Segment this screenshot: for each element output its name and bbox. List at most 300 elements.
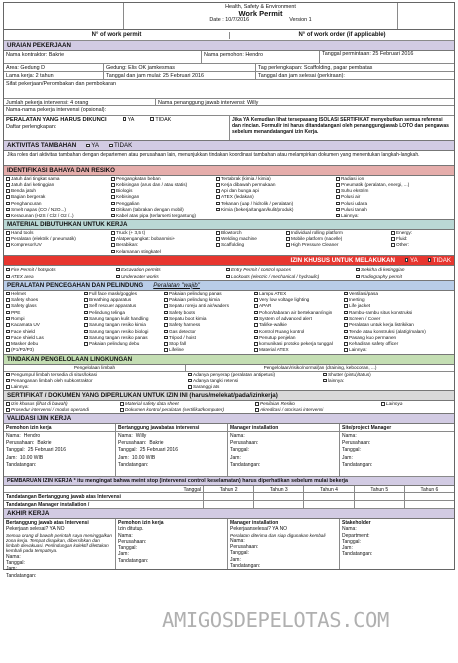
item-label: Truck (+ 3,5 t) xyxy=(116,230,146,236)
environment-checkbox[interactable] xyxy=(6,384,188,390)
checkbox-icon xyxy=(216,231,220,235)
checkbox-icon xyxy=(188,385,192,389)
checkbox-icon xyxy=(164,292,168,296)
end-work-line[interactable]: Pekerjaanselesai? YA NO xyxy=(230,526,288,533)
material-checkbox[interactable] xyxy=(286,249,391,255)
environment-checkbox[interactable] xyxy=(188,384,323,390)
renewal-signature-cell[interactable] xyxy=(355,493,405,500)
checkbox-icon xyxy=(356,268,360,272)
ppe-checkbox[interactable] xyxy=(254,347,344,353)
ppe-checkbox[interactable] xyxy=(344,347,452,353)
field-value: Hendro xyxy=(23,432,41,439)
renewal-col-header: Tahun 6 xyxy=(420,486,439,493)
work-nature-field[interactable]: Sifat pekerjaan/Perombakan dan pembokaran xyxy=(6,80,116,87)
item-label: Kehadiran safety officer xyxy=(349,341,399,347)
item-label: Entry Permit / control spaces xyxy=(231,266,291,272)
checkbox-icon xyxy=(286,231,290,235)
environment-checkbox[interactable] xyxy=(323,384,452,390)
item-label: Sarung tangan resiko biologi xyxy=(89,328,149,334)
validasi-field[interactable] xyxy=(230,440,337,447)
material-list xyxy=(4,230,454,256)
item-label: Safety shoes xyxy=(11,297,39,303)
checkbox-icon xyxy=(216,208,220,212)
end-work-line[interactable]: Tanggal: xyxy=(230,550,249,557)
aktivitas-yes-option[interactable] xyxy=(86,142,99,149)
item-label: Penanganan limbah oleh subkontraktor xyxy=(11,377,93,383)
ppe-checkbox[interactable] xyxy=(164,347,254,353)
item-label: ATEX (ledakan) xyxy=(221,194,254,200)
renewal-signature-cell[interactable] xyxy=(204,501,254,508)
item-label: Pakaian pelindung kimia xyxy=(169,297,220,303)
no-label: TIDAK xyxy=(155,116,172,123)
checkbox-icon xyxy=(336,177,340,181)
applicant-field[interactable]: Nama pemohon: Hendro xyxy=(202,51,320,63)
renewal-row xyxy=(4,493,454,501)
title-block xyxy=(124,3,398,29)
equipment-list-field[interactable]: Daftar perlengkapan: xyxy=(6,123,57,130)
equipment-tag-field[interactable]: Tag perlengkapan: Scaffolding, pagar pembatas xyxy=(258,64,373,71)
permit-checkbox[interactable] xyxy=(226,266,356,273)
end-work-line[interactable]: Tandatangan: xyxy=(342,551,373,558)
checkbox-icon xyxy=(6,373,10,377)
end-work-line[interactable]: Tanggal: xyxy=(6,560,25,567)
material-checkbox[interactable] xyxy=(111,249,216,255)
work-order-number[interactable]: N° of work order (if applicable) xyxy=(298,32,386,38)
item-label: Welding machine xyxy=(221,236,257,242)
checkbox-icon xyxy=(6,237,10,241)
pelindung-section-header xyxy=(4,281,454,291)
item-label: Adanya penyerap (peralatan antipetusi) xyxy=(193,371,276,377)
item-label: Lockouts (electric / mechanical / hydraulic) xyxy=(231,273,320,279)
checkbox-icon xyxy=(6,379,10,383)
checkbox-icon xyxy=(111,177,115,181)
validasi-field[interactable] xyxy=(230,455,337,462)
end-work-line[interactable]: Jam: xyxy=(6,566,17,573)
validasi-field[interactable] xyxy=(6,447,113,454)
validasi-field[interactable] xyxy=(6,433,113,440)
hazard-checkbox[interactable] xyxy=(6,213,111,219)
checkbox-icon xyxy=(188,373,192,377)
item-label: Kebisingan (arus dan / atau statis) xyxy=(116,182,188,188)
checkbox-icon xyxy=(336,195,340,199)
checkbox-icon xyxy=(344,342,348,346)
yes-label: YA xyxy=(127,116,135,123)
checkbox-icon xyxy=(111,231,115,235)
ppe-checkbox[interactable] xyxy=(84,347,164,353)
item-label: Pakaian pelindung debu xyxy=(89,341,140,347)
item-label: Radiasi ion xyxy=(341,176,365,181)
lingkungan-section-title: TINDAKAN PENGELOLAAN LINGKUNGAN xyxy=(4,355,454,365)
certificate-checkbox[interactable] xyxy=(381,407,452,413)
item-label: Lainnya: xyxy=(349,347,367,353)
checkbox-icon xyxy=(84,336,88,340)
item-label: Penutup penjelan xyxy=(259,334,296,340)
checkbox-icon xyxy=(336,189,340,193)
start-datetime-field[interactable]: Tanggal dan jam mulai: 25 Februari 2016 xyxy=(104,72,256,79)
renewal-signature-cell[interactable] xyxy=(254,493,304,500)
checkbox-icon xyxy=(150,117,154,121)
checkbox-icon xyxy=(84,304,88,308)
validasi-field[interactable] xyxy=(6,462,113,469)
item-label: Inerting xyxy=(349,297,365,303)
item-label: Self rescuer apparatus xyxy=(89,303,137,309)
checkbox-icon xyxy=(6,330,10,334)
checkbox-icon xyxy=(6,342,10,346)
item-label: Face shield xyxy=(11,328,35,334)
checkbox-icon xyxy=(6,336,10,340)
renewal-signature-cell[interactable] xyxy=(405,493,454,500)
end-work-line[interactable]: Tandatangan: xyxy=(6,572,37,579)
validasi-field[interactable] xyxy=(230,433,337,440)
checkbox-icon xyxy=(84,317,88,321)
end-work-line[interactable]: Jam: xyxy=(230,556,241,563)
renewal-row xyxy=(4,501,454,509)
field-label: Tandatangan: xyxy=(118,461,149,468)
item-label: Bagian bergerak xyxy=(11,194,46,200)
item-label: Adanya tangki retensi xyxy=(193,377,239,383)
permit-checkbox[interactable] xyxy=(6,266,116,273)
checkbox-icon xyxy=(6,208,10,212)
item-label: Peralatan (elektrik / pneumatik) xyxy=(11,236,76,242)
item-label: Jatuh dari tingkat sama xyxy=(11,176,60,181)
permit-checkbox[interactable] xyxy=(6,273,116,280)
checkbox-icon xyxy=(6,402,10,406)
item-label: Safety boots xyxy=(169,309,196,315)
izin-no-option[interactable] xyxy=(428,257,451,264)
field-label: Perusahaan: xyxy=(118,440,147,447)
certificate-checkbox[interactable] xyxy=(120,407,255,413)
end-work-line[interactable]: Izin ditutup. xyxy=(118,526,144,533)
item-label: Material safety data sheet xyxy=(125,401,179,407)
renewal-signature-cell[interactable] xyxy=(405,501,454,508)
checkbox-icon xyxy=(111,243,115,247)
validasi-field[interactable] xyxy=(118,462,225,469)
checkbox-icon xyxy=(84,292,88,296)
item-label: Smelt napas (CO / N2O...) xyxy=(11,206,66,212)
checkbox-icon xyxy=(344,330,348,334)
checkbox-icon xyxy=(226,268,230,272)
checkbox-icon xyxy=(84,298,88,302)
end-work-line[interactable]: Nama: xyxy=(342,526,357,533)
checkbox-icon xyxy=(111,202,115,206)
item-label: Breathing apparatus xyxy=(89,297,132,303)
material-checkbox[interactable] xyxy=(216,249,286,255)
permit-checkbox[interactable] xyxy=(226,273,356,280)
end-of-work-body xyxy=(4,519,454,579)
duration-field[interactable]: Lama kerja: 2 tahun xyxy=(4,72,104,79)
renewal-signature-cell[interactable] xyxy=(355,501,405,508)
end-work-line[interactable]: Nama: xyxy=(118,532,133,539)
item-label: Tekanan (uap / hidrolik / peralatan) xyxy=(221,200,294,206)
end-work-line[interactable]: Nama: xyxy=(230,537,245,544)
item-label: Pohon/tabaran air bertekanan/ingin xyxy=(259,309,333,315)
field-value: 10.00 WIB xyxy=(131,454,156,461)
item-label: Tende atau konstruksi (alat/g/malam) xyxy=(349,328,426,334)
end-work-column xyxy=(4,519,116,579)
checkbox-icon xyxy=(6,298,10,302)
checkbox-icon xyxy=(254,336,258,340)
validasi-field[interactable] xyxy=(230,447,337,454)
validasi-column xyxy=(4,432,116,476)
renewal-signature-cell[interactable] xyxy=(204,493,254,500)
renewal-signature-cell[interactable] xyxy=(304,493,354,500)
checkbox-icon xyxy=(116,275,120,279)
worker-count-field[interactable]: Jumlah pekerja intervensi: 4 orang xyxy=(4,99,156,105)
pembaruan-section-title: PEMBARUAN IZIN KERJA * itu mengingat bahwa meint stop (intervensi control keselamatan) harus diperhatikan sebelum mulai bekerja xyxy=(4,477,454,486)
item-label: Prosedur intervensi / modus operandi xyxy=(11,407,89,413)
checkbox-icon xyxy=(111,237,115,241)
field-label: Perusahaan: xyxy=(342,440,371,447)
item-label: Benda jatuh xyxy=(11,188,37,194)
validasi-col-applicant: Pemohon izin kerja xyxy=(4,424,116,431)
validasi-field[interactable] xyxy=(342,455,452,462)
item-label: Kontrol Ruang kontrol xyxy=(259,328,305,334)
permit-checkbox[interactable] xyxy=(116,273,226,280)
renewal-col-header: Tanggal xyxy=(4,486,204,492)
field-label: Jam: xyxy=(6,454,17,461)
field-label: Tanggal: xyxy=(230,447,249,454)
item-label: Blowtorch xyxy=(221,230,242,236)
checkbox-icon xyxy=(226,275,230,279)
work-permit-number[interactable]: N° of work permit xyxy=(4,32,230,39)
item-label: Masker debu xyxy=(11,341,39,347)
uraian-row-5 xyxy=(4,99,454,106)
checkbox-icon xyxy=(336,214,340,218)
checkbox-icon xyxy=(164,342,168,346)
end-work-line[interactable]: Tanggal: xyxy=(342,538,361,545)
end-work-line[interactable]: Department: xyxy=(342,532,370,539)
no-label: TIDAK xyxy=(114,142,133,149)
checkbox-icon xyxy=(164,330,168,334)
checkbox-icon xyxy=(6,311,10,315)
lockout-yes-option[interactable] xyxy=(123,117,135,124)
end-work-line[interactable]: Nama: xyxy=(6,553,21,560)
item-label: Individual rolling platform xyxy=(291,230,343,236)
hazard-checkbox[interactable] xyxy=(216,213,336,219)
item-label: High Pressure Cleaner xyxy=(291,242,339,248)
request-date-field[interactable]: Tanggal permintaan: 25 Februari 2016 xyxy=(322,50,414,57)
item-label: Full face mask/goggles xyxy=(89,290,137,296)
validasi-field[interactable] xyxy=(342,433,452,440)
item-label: Sepatu roreju anti air/waders xyxy=(169,303,229,309)
validasi-field[interactable] xyxy=(6,440,113,447)
uraian-row-3 xyxy=(4,72,454,80)
end-datetime-field[interactable]: Tanggal dan jam selesai (perkiraan): xyxy=(258,72,345,79)
item-label: Penghancuran xyxy=(11,200,42,206)
checkbox-icon xyxy=(84,330,88,334)
checkbox-icon xyxy=(6,268,10,272)
checkbox-icon xyxy=(6,304,10,308)
validasi-column xyxy=(116,432,228,476)
item-label: Very low voltage lighting xyxy=(259,297,310,303)
checkbox-icon xyxy=(164,348,168,352)
material-checkbox[interactable] xyxy=(6,249,111,255)
yes-label: YA xyxy=(409,256,418,264)
checkbox-icon xyxy=(216,183,220,187)
checkbox-icon xyxy=(216,202,220,206)
validasi-field[interactable] xyxy=(342,440,452,447)
permit-checkbox[interactable] xyxy=(116,266,226,273)
checkbox-icon xyxy=(391,237,395,241)
validasi-field[interactable] xyxy=(230,462,337,469)
end-work-line[interactable]: Tandatangan: xyxy=(118,557,149,564)
validasi-field[interactable] xyxy=(6,455,113,462)
aktivitas-title: AKTIVITAS TAMBAHAN xyxy=(7,142,77,149)
item-label: Radiography permit xyxy=(361,273,402,279)
end-work-line[interactable]: Jam: xyxy=(118,551,129,558)
aktivitas-no-option[interactable] xyxy=(109,142,132,149)
certificate-list xyxy=(4,401,454,414)
validasi-column xyxy=(228,432,340,476)
checkbox-icon xyxy=(111,195,115,199)
lockout-no-option[interactable] xyxy=(150,117,171,124)
checkbox-icon xyxy=(216,243,220,247)
building-field[interactable]: Gedung: Elis OK jamkesmas xyxy=(104,64,256,71)
item-label: Helmet xyxy=(11,290,26,296)
checkbox-icon xyxy=(6,202,10,206)
item-label: ATEX area xyxy=(11,273,34,279)
item-label: (P1/P2/P3) xyxy=(11,347,34,353)
renewal-signature-cell[interactable] xyxy=(304,501,354,508)
validasi-field[interactable] xyxy=(118,433,225,440)
validasi-field[interactable] xyxy=(118,455,225,462)
checkbox-icon xyxy=(323,373,327,377)
checkbox-icon xyxy=(6,243,10,247)
item-label: Pengangkatan beban xyxy=(116,176,161,181)
item-label: Fire Permit / hotspots xyxy=(11,266,56,272)
item-label: APAR xyxy=(259,303,272,309)
ppe-list xyxy=(4,291,454,355)
checkbox-icon xyxy=(6,317,10,321)
validasi-field[interactable] xyxy=(118,440,225,447)
checkbox-icon xyxy=(216,189,220,193)
mandatory-equipment-link[interactable]: Peralatan "wajib" xyxy=(153,281,200,289)
renewal-row-label: Tandatangan Bertanggung jawab atas Intervensi xyxy=(4,493,204,500)
checkbox-icon xyxy=(344,336,348,340)
page-title: Work Permit xyxy=(238,8,283,18)
checkbox-icon xyxy=(6,183,10,187)
validasi-col-responsible: Bertanggung jawabatas intervensi xyxy=(116,424,228,431)
izin-yes-option[interactable] xyxy=(405,257,418,264)
item-label: Izin khusus (lihat di bawah) xyxy=(11,401,68,407)
checkbox-icon xyxy=(216,237,220,241)
checkbox-icon xyxy=(111,208,115,212)
item-label: Biologis xyxy=(116,188,133,194)
item-label: Jatuh dari ketinggian xyxy=(11,182,55,188)
permit-checkbox[interactable] xyxy=(356,273,452,280)
item-label: Berabikan: xyxy=(116,242,139,248)
uraian-row-4 xyxy=(4,80,454,99)
permit-checkbox[interactable] xyxy=(356,266,452,273)
aktivitas-description: Jika roles dari aktivitas tambahan dengan departemen atau perusahaan lain, menunjukkan tindakan koordinasi tambahan atau melampirkan dokumen yang menentukan langkah-langkah. xyxy=(4,151,454,166)
checkbox-icon xyxy=(344,323,348,327)
item-label: Ventilasi/pasa xyxy=(349,290,378,296)
waste-subheader: Pengelolaan limbah xyxy=(4,365,186,371)
field-value: Willy xyxy=(135,432,147,439)
validasi-field[interactable] xyxy=(342,447,452,454)
item-label: Pengumpul limbah tersedia di situs/lokasi xyxy=(11,371,97,377)
end-work-line: Peralatan diterima dan siap digunakan kembali xyxy=(230,532,326,538)
contractor-field[interactable]: Nama kontraktor: Bakrie xyxy=(4,51,202,63)
responsible-name-field[interactable]: Nama penanggung jawab intervensi: Willy xyxy=(158,99,259,106)
material-checkbox[interactable] xyxy=(391,249,452,255)
item-label: Pulusi tanah xyxy=(341,206,367,212)
no-label: TIDAK xyxy=(432,256,451,264)
item-label: Life jacket xyxy=(349,303,371,309)
checkbox-icon xyxy=(405,258,409,262)
field-label: Tandatangan: xyxy=(342,461,373,468)
item-label: Hand tools xyxy=(11,230,34,236)
work-permit-form xyxy=(3,2,455,579)
checkbox-icon xyxy=(164,336,168,340)
field-value: 10.00 WIB xyxy=(19,454,44,461)
field-value: 25 Februari 2016 xyxy=(27,447,66,454)
end-work-line[interactable]: Tandatangan: xyxy=(230,563,261,570)
end-work-line[interactable]: Tanggal: xyxy=(118,545,137,552)
checkbox-icon xyxy=(391,231,395,235)
item-label: Polusi udara xyxy=(341,200,368,206)
checkbox-icon xyxy=(254,348,258,352)
form-version: Version 1 xyxy=(289,17,312,23)
item-label: System of advanced alert xyxy=(259,315,312,321)
end-work-line[interactable]: Perusahaan: xyxy=(118,538,147,545)
field-label: Tanggal: xyxy=(6,447,25,454)
item-label: Kabel atas pipa (terlarserti tergantung) xyxy=(116,212,196,218)
risk-subheader: Pengelolaan/risiko/normal(an (draining, kebocoran, ...) xyxy=(263,365,377,371)
item-label: Keracunan (H2S / Cl2 / O2 /..) xyxy=(11,212,74,218)
uraian-row-2 xyxy=(4,64,454,72)
validasi-headers xyxy=(4,424,454,432)
validasi-field[interactable] xyxy=(118,447,225,454)
item-label: Stop fall xyxy=(169,341,186,347)
renewal-signature-cell[interactable] xyxy=(254,501,304,508)
area-field[interactable]: Area: Gedung D xyxy=(4,64,104,71)
izin-section-header xyxy=(4,256,454,266)
renewal-col-header: Tahun 2 xyxy=(204,486,254,492)
renewal-header-row xyxy=(4,486,454,493)
end-work-line[interactable]: Perusahaan: xyxy=(230,544,259,551)
worker-names-field[interactable]: Nama-nama pekerja intervensi (opsional): xyxy=(6,106,107,113)
checkbox-icon xyxy=(6,275,10,279)
item-label: PPE xyxy=(11,309,21,315)
pelindung-title: PERALATAN PENCEGAHAN DAN PELINDUNG xyxy=(7,281,144,289)
end-work-col-header: Manager installation xyxy=(230,519,279,526)
checkbox-icon xyxy=(6,292,10,296)
field-label: Nama: xyxy=(230,432,245,439)
checkbox-icon xyxy=(123,117,127,121)
checkbox-icon xyxy=(164,298,168,302)
checkbox-icon xyxy=(6,177,10,181)
item-label: Pelindung telinga xyxy=(89,309,125,315)
end-work-line[interactable]: Jam: xyxy=(342,545,353,552)
field-label: Nama: xyxy=(342,432,357,439)
end-work-line[interactable]: Pekerjaan selesai? YA NO xyxy=(6,526,65,533)
end-work-col-header: Stakeholder xyxy=(342,519,371,526)
hazard-checkbox[interactable] xyxy=(336,213,452,219)
environment-list xyxy=(4,372,454,391)
hazard-checkbox[interactable] xyxy=(111,213,216,219)
item-label: Sarung tangan resiko kimia xyxy=(89,322,146,328)
checkbox-icon xyxy=(216,195,220,199)
bahaya-section-title: IDENTIFIKASI BAHAYA DAN RESIKO xyxy=(4,166,454,176)
checkbox-icon xyxy=(164,317,168,321)
certificate-checkbox[interactable] xyxy=(255,407,381,413)
certificate-checkbox[interactable] xyxy=(6,407,120,413)
ppe-checkbox[interactable] xyxy=(6,347,84,353)
validasi-field[interactable] xyxy=(342,462,452,469)
checkbox-icon xyxy=(116,268,120,272)
checkbox-icon xyxy=(164,323,168,327)
